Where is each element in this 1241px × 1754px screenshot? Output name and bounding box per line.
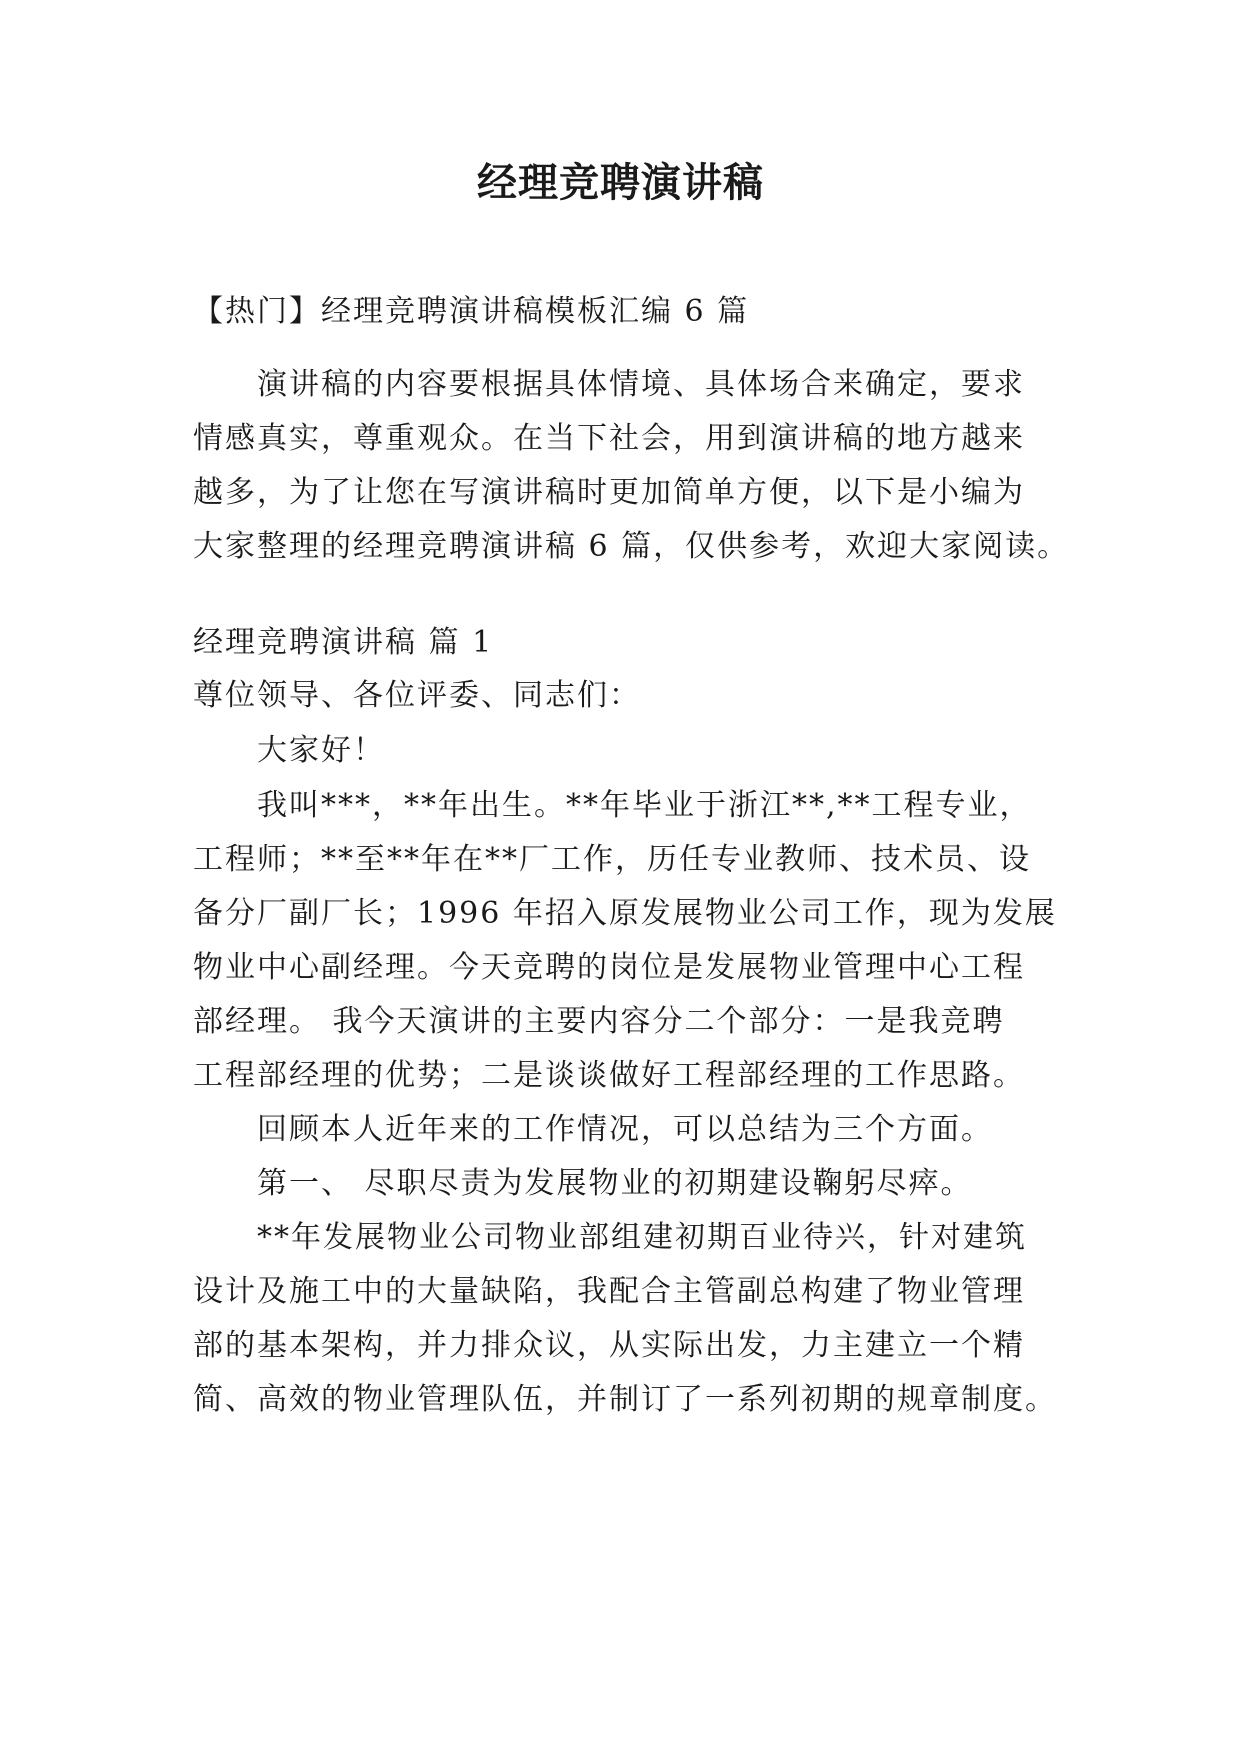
intro-line: 大家整理的经理竞聘演讲稿 6 篇，仅供参考，欢迎大家阅读。	[193, 529, 1070, 564]
intro-line: 情感真实，尊重观众。在当下社会，用到演讲稿的地方越来	[193, 421, 1025, 456]
body-line: 物业中心副经理。今天竞聘的岗位是发展物业管理中心工程	[193, 950, 1025, 985]
greeting: 大家好！	[257, 733, 385, 768]
document-subtitle: 【热门】经理竞聘演讲稿模板汇编 6 篇	[193, 294, 750, 329]
body-line: **年发展物业公司物业部组建初期百业待兴，针对建筑	[257, 1220, 1027, 1255]
section-heading: 经理竞聘演讲稿 篇 1	[193, 625, 494, 660]
intro-line: 越多，为了让您在写演讲稿时更加简单方便，以下是小编为	[193, 475, 1025, 510]
body-line: 设计及施工中的大量缺陷，我配合主管副总构建了物业管理	[193, 1274, 1025, 1309]
intro-line: 演讲稿的内容要根据具体情境、具体场合来确定，要求	[257, 367, 1025, 402]
document-title: 经理竞聘演讲稿	[477, 159, 764, 206]
body-line: 部经理。 我今天演讲的主要内容分二个部分：一是我竞聘	[193, 1004, 1005, 1039]
body-line: 第一、 尽职尽责为发展物业的初期建设鞠躬尽瘁。	[257, 1166, 973, 1201]
body-line: 部的基本架构，并力排众议，从实际出发，力主建立一个精	[193, 1328, 1025, 1363]
salutation: 尊位领导、各位评委、同志们：	[193, 678, 641, 713]
body-line: 工程部经理的优势；二是谈谈做好工程部经理的工作思路。	[193, 1058, 1025, 1093]
body-line: 备分厂副厂长；1996 年招入原发展物业公司工作，现为发展	[193, 896, 1057, 931]
body-line: 回顾本人近年来的工作情况，可以总结为三个方面。	[257, 1112, 993, 1147]
body-line: 我叫***，**年出生。**年毕业于浙江**,**工程专业，	[257, 788, 1032, 823]
body-line: 简、高效的物业管理队伍，并制订了一系列初期的规章制度。	[193, 1382, 1057, 1417]
body-line: 工程师；**至**年在**厂工作，历任专业教师、技术员、设	[193, 842, 1031, 877]
